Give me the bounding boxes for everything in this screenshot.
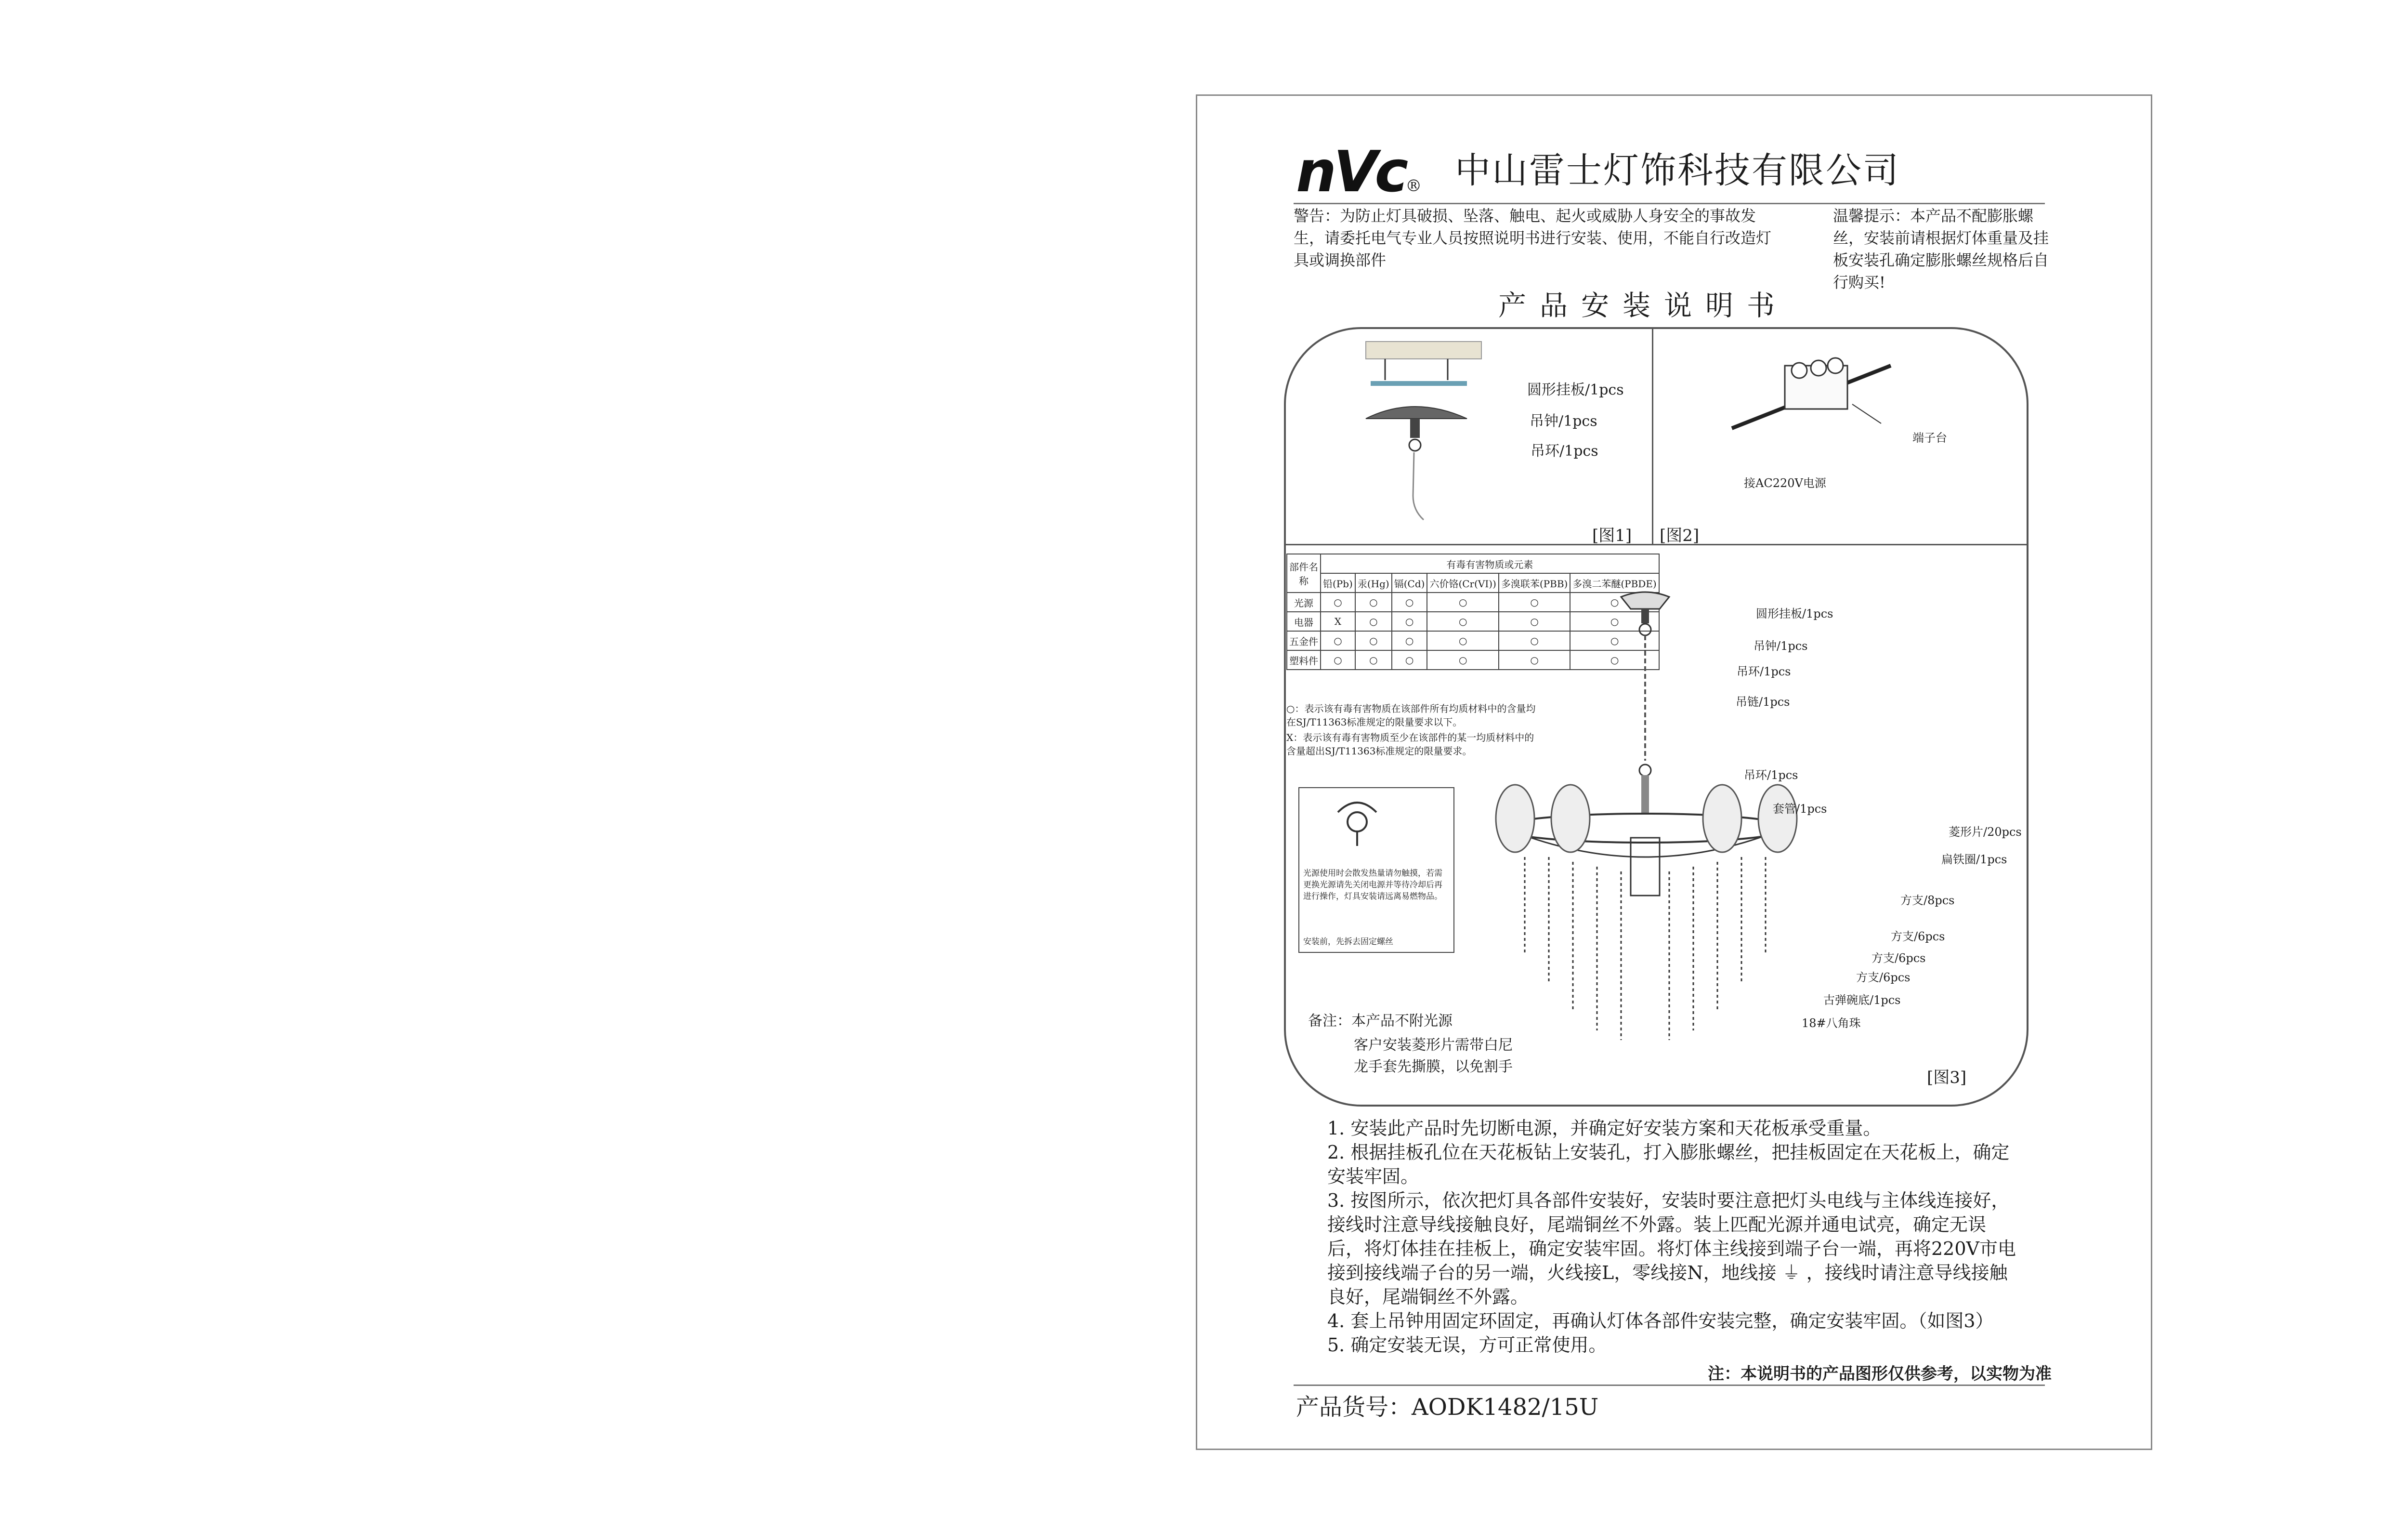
cell: ○	[1392, 631, 1427, 650]
row-name: 塑料件	[1287, 650, 1321, 670]
install-step-5: 5. 确定安装无误，方可正常使用。	[1327, 1334, 1607, 1356]
company-name: 中山雷士灯饰科技有限公司	[1455, 150, 1900, 191]
safety-box-footer: 安装前，先拆去固定螺丝	[1303, 937, 1393, 947]
figure2-caption: [图2]	[1660, 526, 1700, 545]
product-code: 产品货号：AODK1482/15U	[1296, 1394, 1599, 1421]
fig3-label-bell: 吊钟/1pcs	[1754, 639, 1808, 653]
install-step-4: 4. 套上吊钟用固定环固定，再确认灯体各部件安装完整，确定安装牢固。（如图3）	[1327, 1310, 1994, 1332]
remark-line2: 龙手套先撕膜，以免割手	[1354, 1058, 1513, 1075]
cell: ○	[1427, 650, 1498, 670]
bulb-icon	[1328, 793, 1386, 851]
fig3-label-chain: 吊链/1pcs	[1736, 695, 1790, 709]
fig3-label-square-3: 方支/6pcs	[1871, 951, 1926, 965]
fig3-label-bead: 18#八角珠	[1802, 1016, 1861, 1030]
figure2-terminal-drawing	[1727, 346, 1900, 452]
cell: ○	[1570, 612, 1659, 631]
hazard-note-x: X：表示该有毒有害物质至少在该部件的某一均质材料中的含量超出SJ/T11363标准规定的限量要求。	[1286, 732, 1534, 757]
fig3-label-crystal-plate: 菱形片/20pcs	[1949, 825, 2022, 839]
cell: ○	[1427, 612, 1498, 631]
page-title: 产品安装说明书	[1498, 289, 1789, 322]
fig3-label-bowl: 古弹碗底/1pcs	[1823, 993, 1901, 1007]
fig3-label-square-1: 方支/8pcs	[1900, 894, 1955, 907]
hazard-col: 六价铬(Cr(VI))	[1427, 573, 1498, 593]
cell: X	[1321, 612, 1355, 631]
figure1-caption: [图1]	[1592, 526, 1632, 545]
hazard-corner: 部件名称	[1287, 554, 1321, 593]
brand-logo: nVc®	[1296, 138, 1422, 205]
tip-text: 温馨提示：本产品不配膨胀螺丝，安装前请根据灯体重量及挂板安装孔确定膨胀螺丝规格后自行购买!	[1833, 207, 2049, 291]
cell: ○	[1570, 650, 1659, 670]
fig1-label-ring: 吊环/1pcs	[1531, 443, 1598, 460]
figure1-drawing	[1356, 337, 1501, 544]
fig2-terminal-label: 端子台	[1912, 431, 1947, 445]
cell: ○	[1499, 650, 1570, 670]
header-divider	[1294, 203, 2045, 204]
install-step-3: 3. 按图所示，依次把灯具各部件安装好，安装时要注意把灯头电线与主体线连接好，接线时注意导线接触良好，尾端铜丝不外露。装上匹配光源并通电试亮，确定无误后，将灯体挂在挂板上，确定安装牢固。将灯体主线接到端子台一端，再将220V市电接到接线端子台的另一端，火线接L，零线接N，地线接 ⏚ ，接线时请注意导线接触良好，尾端铜丝不外露。	[1327, 1190, 2016, 1307]
fig3-label-ring2: 吊环/1pcs	[1744, 768, 1798, 782]
install-step-2: 2. 根据挂板孔位在天花板钻上安装孔，打入膨胀螺丝，把挂板固定在天花板上，确定安装牢固。	[1327, 1142, 2010, 1187]
cell: ○	[1392, 650, 1427, 670]
panel-divider	[1286, 544, 2027, 545]
fig3-label-iron-ring: 扁铁圈/1pcs	[1941, 853, 2007, 866]
fig3-label-square-2: 方支/6pcs	[1891, 930, 1945, 943]
cell: ○	[1355, 650, 1392, 670]
cell: ○	[1499, 631, 1570, 650]
hazard-title: 有毒有害物质或元素	[1321, 554, 1659, 573]
cell: ○	[1392, 593, 1427, 612]
cell: ○	[1427, 631, 1498, 650]
reference-note: 注：本说明书的产品图形仅供参考，以实物为准	[1708, 1364, 2052, 1384]
hazard-col: 多溴联苯(PBB)	[1499, 573, 1570, 593]
cell: ○	[1355, 612, 1392, 631]
remark-line1: 客户安装菱形片需带白尼	[1354, 1037, 1513, 1054]
cell: ○	[1570, 593, 1659, 612]
fig1-label-plate: 圆形挂板/1pcs	[1527, 382, 1624, 398]
cell: ○	[1355, 593, 1392, 612]
fig3-label-tube: 套管/1pcs	[1773, 802, 1827, 816]
row-name: 五金件	[1287, 631, 1321, 650]
cell: ○	[1427, 593, 1498, 612]
cell: ○	[1321, 631, 1355, 650]
hazard-col: 汞(Hg)	[1355, 573, 1392, 593]
fig2-power-label: 接AC220V电源	[1744, 476, 1826, 490]
row-name: 电器	[1287, 612, 1321, 631]
panel-vdivider	[1652, 329, 1653, 544]
hazard-col: 铅(Pb)	[1321, 573, 1355, 593]
hazard-col: 多溴二苯醚(PBDE)	[1570, 573, 1659, 593]
cell: ○	[1499, 612, 1570, 631]
fig3-label-square-4: 方支/6pcs	[1856, 971, 1911, 984]
cell: ○	[1355, 631, 1392, 650]
footer-divider	[1294, 1385, 2045, 1386]
cell: ○	[1499, 593, 1570, 612]
cell: ○	[1321, 650, 1355, 670]
fig3-label-ring: 吊环/1pcs	[1737, 665, 1791, 678]
cell: ○	[1321, 593, 1355, 612]
figure3-caption: [图3]	[1927, 1068, 1967, 1087]
instruction-sheet	[1196, 94, 2152, 1450]
warning-text: 警告：为防止灯具破损、坠落、触电、起火或威胁人身安全的事故发生，请委托电气专业人员按照说明书进行安装、使用，不能自行改造灯具或调换部件	[1294, 207, 1772, 269]
safety-box-text: 光源使用时会散发热量请勿触摸，若需更换光源请先关闭电源并等待冷却后再进行操作，灯具安装请远离易燃物品。	[1303, 869, 1442, 901]
hazard-col: 镉(Cd)	[1392, 573, 1427, 593]
fig1-label-bell: 吊钟/1pcs	[1530, 413, 1597, 430]
install-step-1: 1. 安装此产品时先切断电源，并确定好安装方案和天花板承受重量。	[1327, 1118, 1882, 1139]
remark-label: 备注：本产品不附光源	[1308, 1013, 1453, 1029]
row-name: 光源	[1287, 593, 1321, 612]
cell: ○	[1392, 612, 1427, 631]
cell: ○	[1570, 631, 1659, 650]
figure3-chandelier-drawing	[1486, 587, 1881, 1069]
hazard-note-o: ○：表示该有毒有害物质在该部件所有均质材料中的含量均在SJ/T11363标准规定的限量要求以下。	[1286, 703, 1536, 728]
fig3-label-plate: 圆形挂板/1pcs	[1756, 607, 1833, 620]
safety-box	[1298, 787, 1454, 953]
